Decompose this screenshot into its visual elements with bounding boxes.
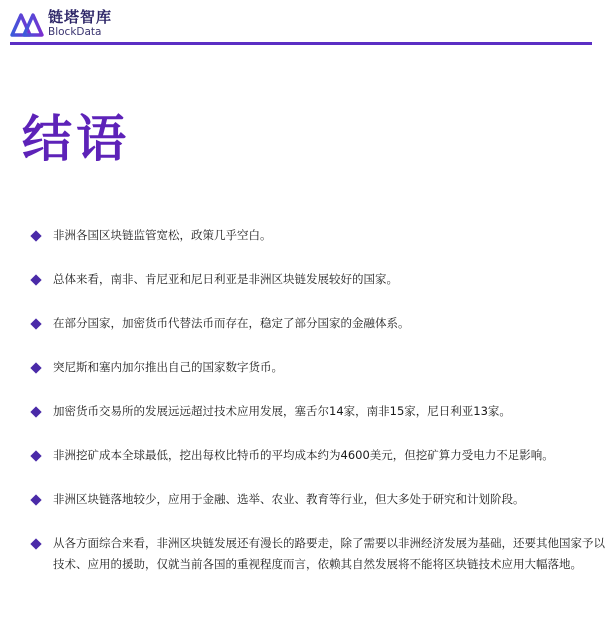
list-item [30, 489, 606, 510]
list-item [30, 401, 606, 422]
list-item-text: 总体来看，南非、肯尼亚和尼日利亚是非洲区块链发展较好的国家。 [53, 272, 398, 286]
list-item-text: 加密货币交易所的发展远远超过技术应用发展，塞舌尔14家，南非15家，尼日利亚13家。 [53, 404, 511, 418]
logo-wordmark [48, 10, 112, 38]
list-item [30, 533, 606, 575]
brand-header [10, 9, 112, 39]
list-item-text: 非洲挖矿成本全球最低，挖出每枚比特币的平均成本约为4600美元，但挖矿算力受电力不足影响。 [53, 448, 554, 462]
list-item [30, 269, 606, 290]
list-item [30, 357, 606, 378]
list-item [30, 313, 606, 334]
conclusion-list [30, 225, 606, 575]
diamond-icon [30, 494, 41, 505]
diamond-icon [30, 362, 41, 373]
diamond-icon [30, 230, 41, 241]
diamond-icon [30, 538, 41, 549]
list-item-text: 从各方面综合来看，非洲区块链发展还有漫长的路要走，除了需要以非洲经济发展为基础，还要其他国家予以技术、应用的援助，仅就当前各国的重视程度而言，依赖其自然发展将不能将区块链技术应用大幅落地。 [53, 536, 605, 571]
brand-name-en: BlockData [48, 26, 102, 39]
list-item [30, 445, 606, 466]
diamond-icon [30, 318, 41, 329]
header-divider [10, 42, 592, 45]
list-item-text: 非洲各国区块链监管宽松，政策几乎空白。 [53, 228, 272, 242]
diamond-icon [30, 406, 41, 417]
list-item [30, 225, 606, 246]
list-item-text: 在部分国家，加密货币代替法币而存在，稳定了部分国家的金融体系。 [53, 316, 410, 330]
list-item-text: 突尼斯和塞内加尔推出自己的国家数字货币。 [53, 360, 283, 374]
diamond-icon [30, 274, 41, 285]
blockdata-logo-icon [10, 11, 44, 37]
diamond-icon [30, 450, 41, 461]
brand-name-cn: 链塔智库 [48, 8, 113, 27]
list-item-text: 非洲区块链落地较少，应用于金融、选举、农业、教育等行业，但大多处于研究和计划阶段。 [53, 492, 525, 506]
page-title: 结语 [22, 110, 130, 168]
